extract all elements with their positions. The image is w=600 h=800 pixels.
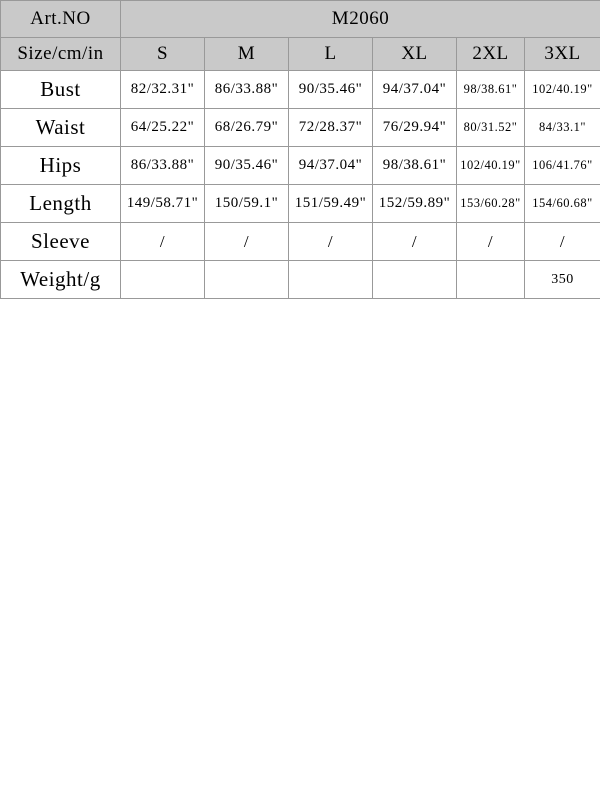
cell-bust-2xl: 98/38.61" [457,71,525,109]
row-label-weight: Weight/g [1,261,121,299]
cell-bust-s: 82/32.31" [121,71,205,109]
table-row-sizes [1,38,600,71]
cell-bust-xl: 94/37.04" [373,71,457,109]
cell-hips-3xl: 106/41.76" [525,147,600,185]
cell-waist-s: 64/25.22" [121,109,205,147]
cell-sleeve-3xl: / [525,223,600,261]
table-row [1,147,600,185]
table-row [1,223,600,261]
cell-waist-xl: 76/29.94" [373,109,457,147]
row-label-bust: Bust [1,71,121,109]
table-row [1,109,600,147]
cell-length-m: 150/59.1" [205,185,289,223]
cell-hips-xl: 98/38.61" [373,147,457,185]
size-unit-label: Size/cm/in [1,38,121,71]
cell-weight-l [289,261,373,299]
size-header-2xl: 2XL [457,38,525,71]
cell-length-2xl: 153/60.28" [457,185,525,223]
cell-hips-m: 90/35.46" [205,147,289,185]
cell-waist-l: 72/28.37" [289,109,373,147]
cell-length-l: 151/59.49" [289,185,373,223]
cell-sleeve-2xl: / [457,223,525,261]
cell-weight-s [121,261,205,299]
cell-hips-l: 94/37.04" [289,147,373,185]
cell-bust-3xl: 102/40.19" [525,71,600,109]
row-label-hips: Hips [1,147,121,185]
cell-hips-2xl: 102/40.19" [457,147,525,185]
cell-length-3xl: 154/60.68" [525,185,600,223]
cell-length-s: 149/58.71" [121,185,205,223]
table-row [1,185,600,223]
row-label-sleeve: Sleeve [1,223,121,261]
row-label-waist: Waist [1,109,121,147]
size-header-l: L [289,38,373,71]
cell-hips-s: 86/33.88" [121,147,205,185]
cell-bust-l: 90/35.46" [289,71,373,109]
artno-label: Art.NO [1,1,121,38]
row-label-length: Length [1,185,121,223]
cell-bust-m: 86/33.88" [205,71,289,109]
cell-weight-2xl [457,261,525,299]
size-header-s: S [121,38,205,71]
cell-waist-m: 68/26.79" [205,109,289,147]
table-row-artno [1,1,600,38]
cell-weight-xl [373,261,457,299]
cell-sleeve-l: / [289,223,373,261]
cell-weight-3xl: 350 [525,261,600,299]
size-chart-table [0,0,600,299]
cell-sleeve-xl: / [373,223,457,261]
cell-waist-3xl: 84/33.1" [525,109,600,147]
table-row [1,261,600,299]
cell-waist-2xl: 80/31.52" [457,109,525,147]
cell-sleeve-s: / [121,223,205,261]
cell-weight-m [205,261,289,299]
size-header-3xl: 3XL [525,38,600,71]
table-row [1,71,600,109]
size-header-m: M [205,38,289,71]
cell-length-xl: 152/59.89" [373,185,457,223]
artno-value: M2060 [121,1,600,38]
size-header-xl: XL [373,38,457,71]
cell-sleeve-m: / [205,223,289,261]
